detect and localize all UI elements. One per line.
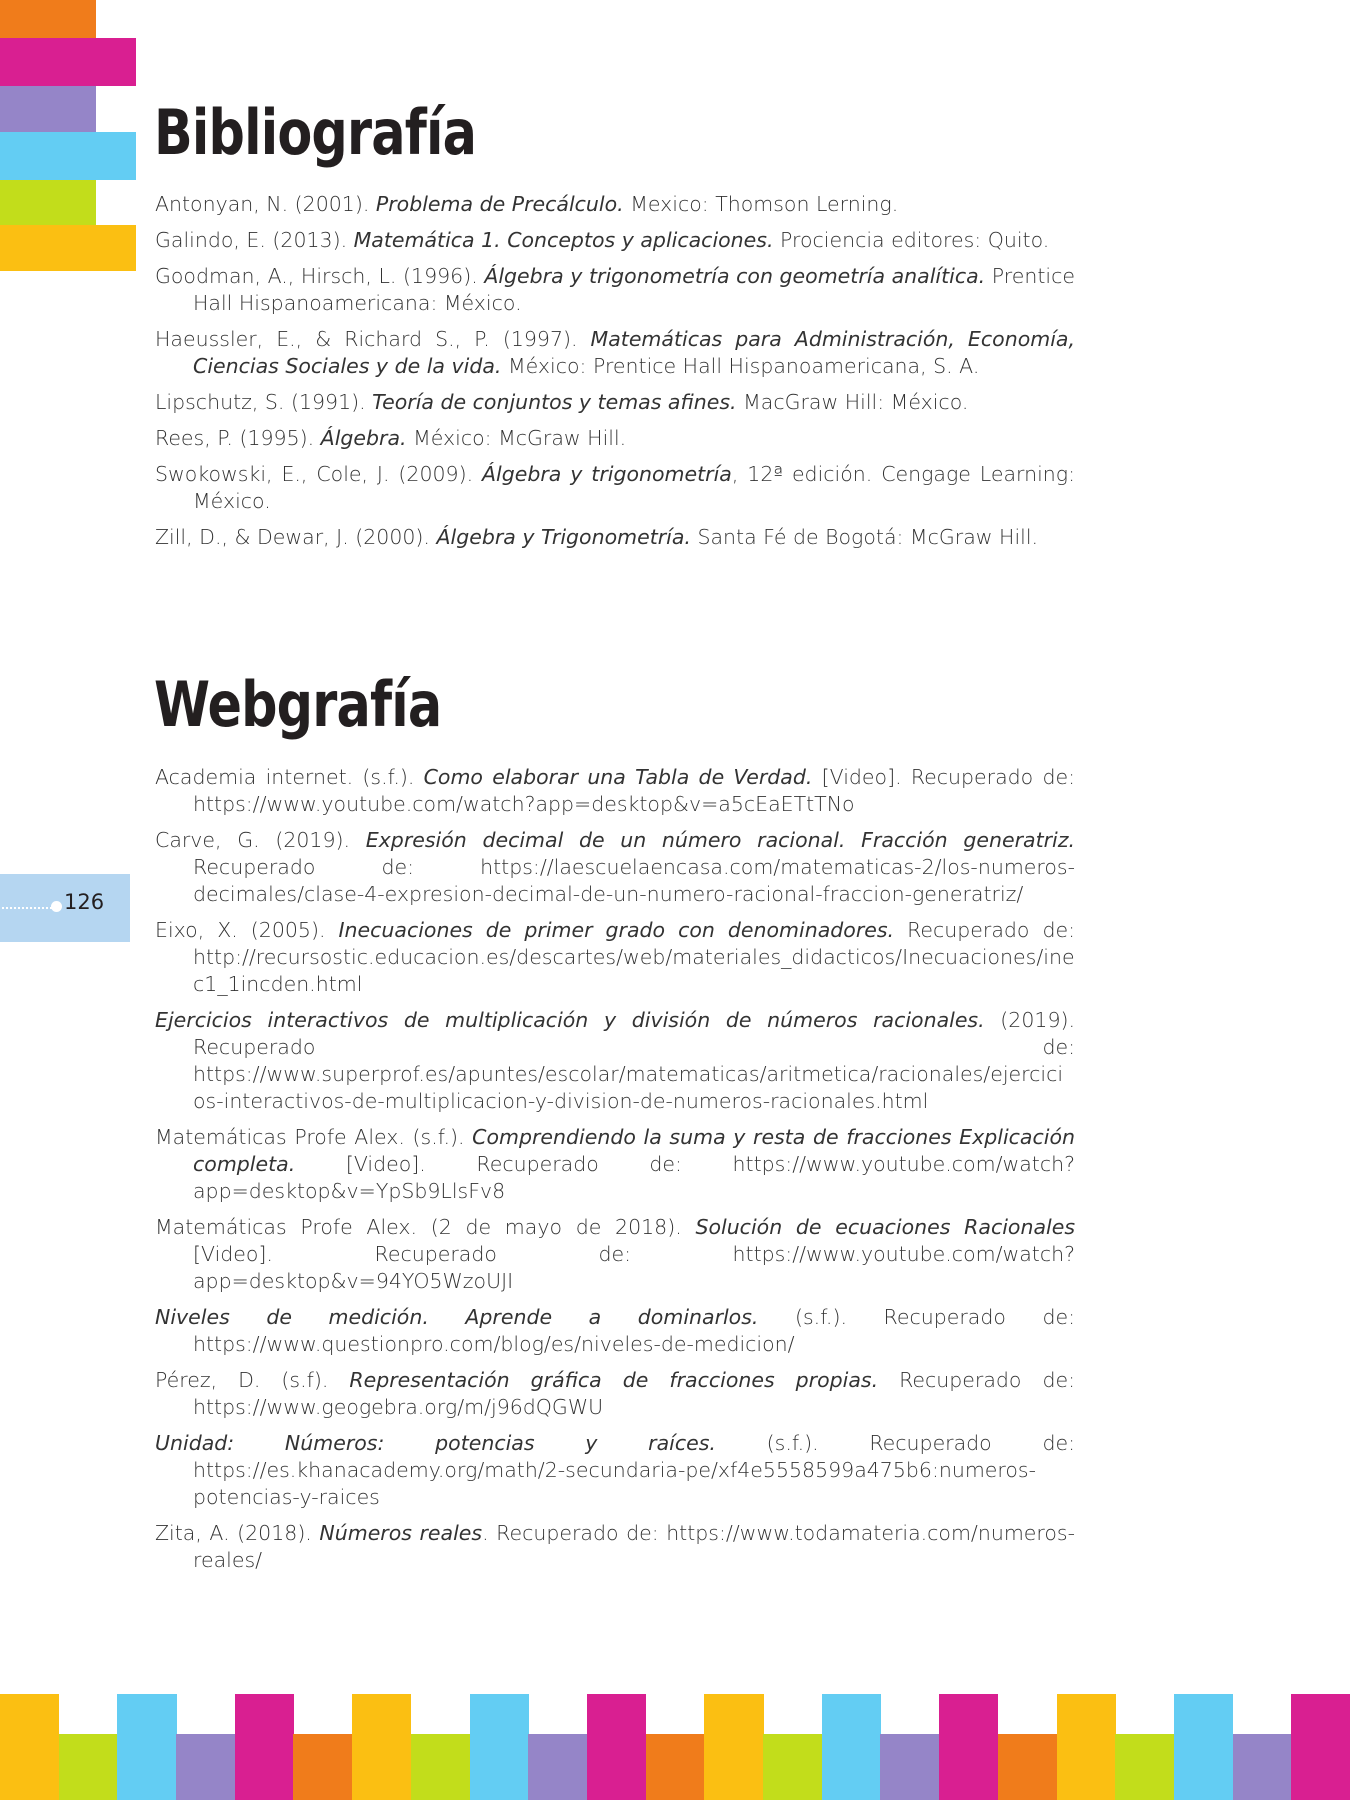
bottom-deco-block (1291, 1694, 1350, 1800)
webography-entry (155, 1007, 1075, 1115)
bibliography-entry (155, 425, 1075, 452)
entry-title: Álgebra y Trigonometría. (436, 525, 691, 549)
bottom-deco-block (1233, 1734, 1292, 1800)
webography-entry (155, 1430, 1075, 1511)
entry-title: Números reales (319, 1521, 483, 1545)
bibliography-title: Bibliografía (154, 96, 477, 169)
webography-list (155, 764, 1075, 1583)
bibliography-entry (155, 263, 1075, 317)
entry-title: Representación gráfica de fracciones propias. (349, 1368, 879, 1392)
entry-publisher: MacGraw Hill: México. (736, 390, 969, 414)
bottom-deco-block (880, 1734, 939, 1800)
bibliography-list (155, 191, 1075, 560)
bottom-deco-block (939, 1694, 998, 1800)
entry-authors: Matemáticas Profe Alex. (2 de mayo de 2018). (155, 1215, 696, 1239)
deco-bar-purple (0, 86, 96, 132)
webography-entry (155, 1304, 1075, 1358)
deco-bar-light-blue (0, 132, 136, 180)
entry-source: [Video]. Recuperado de: https://www.youtube.com/watch?app=desktop&v=YpSb9LlsFv8 (193, 1152, 1075, 1203)
entry-authors: Haeussler, E., & Richard S., P. (1997). (155, 327, 591, 351)
entry-title: Álgebra y trigonometría (482, 462, 732, 486)
entry-source: Recuperado de: https://laescuelaencasa.com/matematicas-2/los-numeros-decimales/clase-4-expresion-decimal-de-un-numero-racional-fraccion-generatriz/ (193, 855, 1075, 906)
webography-entry (155, 1367, 1075, 1421)
bottom-deco-block (1174, 1694, 1233, 1800)
bibliography-entry (155, 461, 1075, 515)
bottom-deco-block (293, 1734, 352, 1800)
entry-source: . Recuperado de: https://www.todamateria.com/numeros-reales/ (193, 1521, 1075, 1572)
bottom-deco-block (235, 1694, 294, 1800)
webography-title: Webgrafía (154, 668, 442, 741)
entry-title: Inecuaciones de primer grado con denominadores. (338, 918, 895, 942)
bottom-deco-block (528, 1734, 587, 1800)
page-number-dot (51, 901, 62, 912)
bottom-deco-block (176, 1734, 235, 1800)
bottom-deco-block (1115, 1734, 1174, 1800)
entry-authors: Antonyan, N. (2001). (155, 192, 376, 216)
entry-publisher: México: McGraw Hill. (406, 426, 627, 450)
entry-title: Niveles de medición. Aprende a dominarlos. (155, 1305, 759, 1329)
deco-bar-orange (0, 0, 96, 38)
bottom-deco-block (1057, 1694, 1116, 1800)
entry-title: Comprendiendo la suma y resta de fracciones Explicación completa. (193, 1125, 1075, 1176)
entry-source: [Video]. Recuperado de: https://www.youtube.com/watch?app=desktop&v=a5cEaETtTNo (193, 765, 1075, 816)
entry-title: Solución de ecuaciones Racionales (695, 1215, 1075, 1239)
entry-title: Álgebra. (320, 426, 407, 450)
webography-entry (155, 1520, 1075, 1574)
bottom-deco-block (59, 1734, 118, 1800)
entry-authors: Goodman, A., Hirsch, L. (1996). (155, 264, 485, 288)
bottom-deco-block (470, 1694, 529, 1800)
entry-title: Ejercicios interactivos de multiplicación y división de números racionales. (155, 1008, 985, 1032)
bibliography-entry (155, 389, 1075, 416)
bibliography-entry (155, 326, 1075, 380)
entry-title: Matemáticas para Administración, Economía, Ciencias Sociales y de la vida. (193, 327, 1075, 378)
entry-source: Recuperado de: https://www.geogebra.org/m/j96dQGWU (193, 1368, 1075, 1419)
bottom-deco-block (352, 1694, 411, 1800)
bottom-deco-block (763, 1734, 822, 1800)
entry-title: Álgebra y trigonometría con geometría analítica. (484, 264, 986, 288)
page-number-dotted-line (2, 907, 52, 909)
bottom-deco-block (822, 1694, 881, 1800)
entry-publisher: Mexico: Thomson Lerning. (623, 192, 899, 216)
entry-source: (s.f.). Recuperado de: https://es.khanacademy.org/math/2-secundaria-pe/xf4e5558599a475b6:numeros-potencias-y-raices (193, 1431, 1075, 1509)
webography-entry (155, 1124, 1075, 1205)
entry-source: (s.f.). Recuperado de: https://www.questionpro.com/blog/es/niveles-de-medicion/ (193, 1305, 1075, 1356)
bibliography-entry (155, 191, 1075, 218)
entry-publisher: , 12ª edición. Cengage Learning: México. (193, 462, 1075, 513)
deco-bar-yellow (0, 225, 136, 271)
entry-publisher: Prentice Hall Hispanoamericana: México. (193, 264, 1075, 315)
bottom-deco-block (704, 1694, 763, 1800)
entry-title: Expresión decimal de un número racional. Fracción generatriz. (365, 828, 1076, 852)
entry-title: Como elaborar una Tabla de Verdad. (423, 765, 813, 789)
webography-entry (155, 827, 1075, 908)
entry-authors: Eixo, X. (2005). (155, 918, 339, 942)
entry-authors: Pérez, D. (s.f). (155, 1368, 350, 1392)
entry-authors: Carve, G. (2019). (155, 828, 366, 852)
entry-publisher: México: Prentice Hall Hispanoamericana, S. A. (501, 354, 980, 378)
deco-bar-lime (0, 180, 96, 225)
bottom-deco-block (117, 1694, 176, 1800)
entry-authors: Rees, P. (1995). (155, 426, 321, 450)
entry-authors: Galindo, E. (2013). (155, 228, 354, 252)
bibliography-entry (155, 227, 1075, 254)
entry-authors: Zill, D., & Dewar, J. (2000). (155, 525, 437, 549)
entry-title: Matemática 1. Conceptos y aplicaciones. (353, 228, 774, 252)
entry-title: Unidad: Números: potencias y raíces. (155, 1431, 716, 1455)
entry-authors: Lipschutz, S. (1991). (155, 390, 373, 414)
entry-authors: Zita, A. (2018). (155, 1521, 320, 1545)
deco-bar-magenta (0, 38, 136, 86)
entry-source: [Video]. Recuperado de: https://www.youtube.com/watch?app=desktop&v=94YO5WzoUJI (193, 1242, 1075, 1293)
page-number: 126 (64, 890, 105, 914)
bottom-deco-block (998, 1734, 1057, 1800)
webography-entry (155, 764, 1075, 818)
bottom-deco-block (411, 1734, 470, 1800)
entry-authors: Swokowski, E., Cole, J. (2009). (155, 462, 482, 486)
entry-source: Recuperado de: http://recursostic.educacion.es/descartes/web/materiales_didacticos/Inecuaciones/inec1_1incden.html (193, 918, 1075, 996)
bottom-deco-strip (0, 1694, 1350, 1800)
entry-title: Problema de Precálculo. (375, 192, 624, 216)
entry-authors: Academia internet. (s.f.). (155, 765, 424, 789)
entry-source: (2019). Recuperado de: https://www.superprof.es/apuntes/escolar/matematicas/aritmetica/racionales/ejercicios-interactivos-de-multiplicacion-y-division-de-numeros-racionales.html (193, 1008, 1075, 1113)
webography-entry (155, 917, 1075, 998)
webography-entry (155, 1214, 1075, 1295)
entry-publisher: Prociencia editores: Quito. (773, 228, 1050, 252)
bibliography-entry (155, 524, 1075, 551)
entry-authors: Matemáticas Profe Alex. (s.f.). (155, 1125, 473, 1149)
bottom-deco-block (587, 1694, 646, 1800)
entry-title: Teoría de conjuntos y temas afines. (372, 390, 737, 414)
bottom-deco-block (646, 1734, 705, 1800)
bottom-deco-block (0, 1694, 59, 1800)
entry-publisher: Santa Fé de Bogotá: McGraw Hill. (690, 525, 1039, 549)
